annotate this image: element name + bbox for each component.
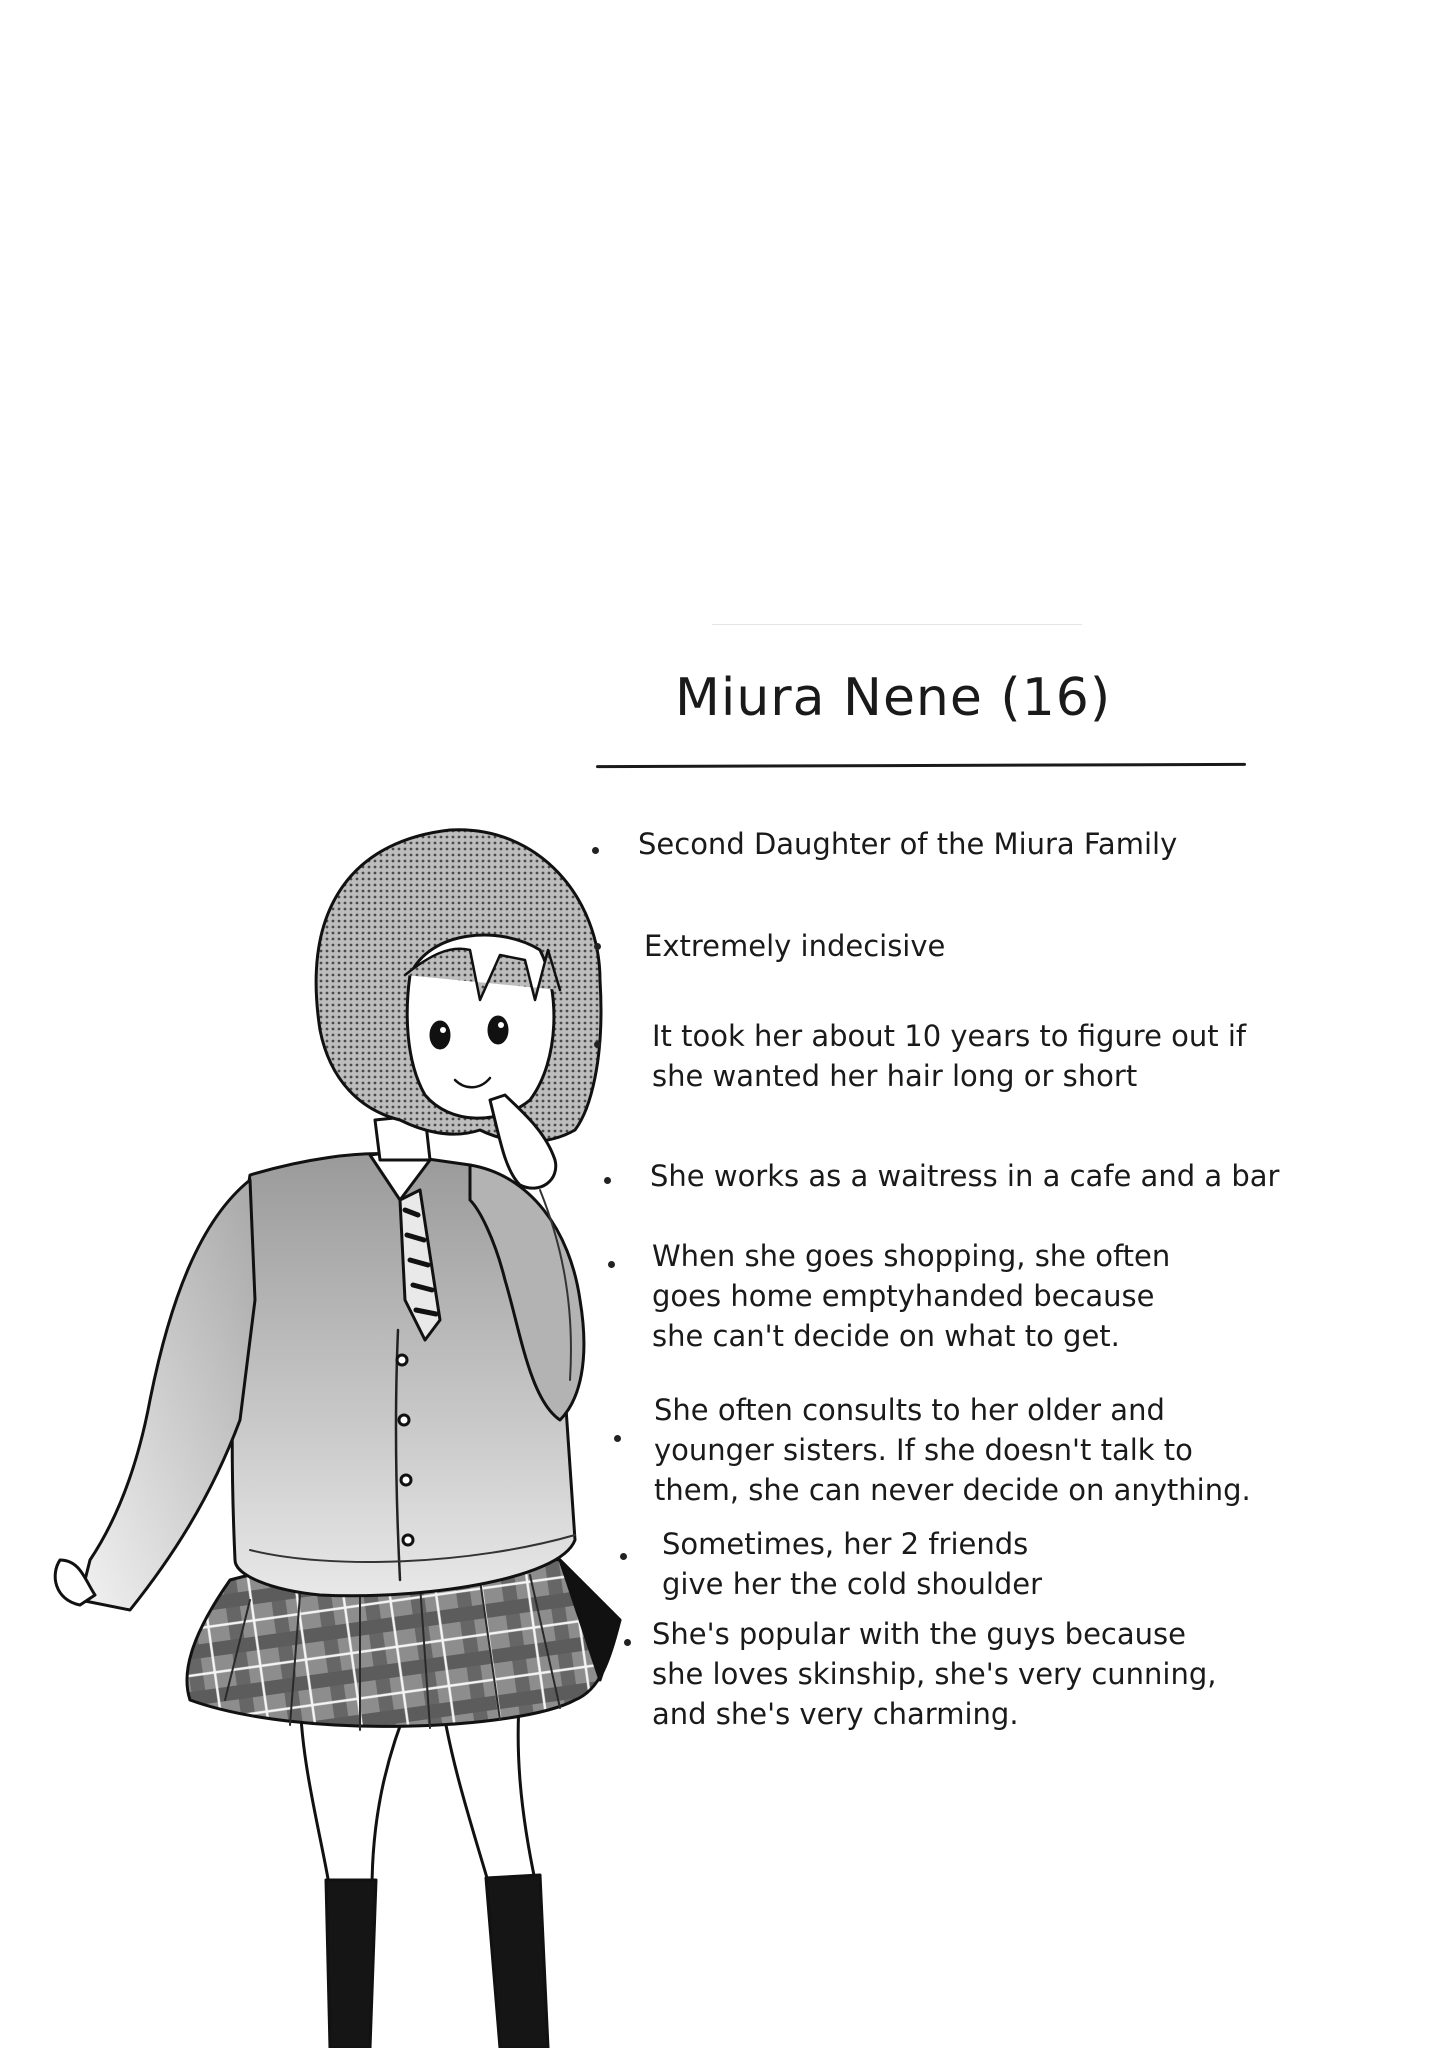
girl-figure	[55, 830, 620, 2048]
profile-note-3: It took her about 10 years to figure out if she wanted her hair long or short	[652, 1019, 1247, 1093]
bullet-dot	[614, 1435, 621, 1442]
bullet-dot	[620, 1553, 627, 1560]
profile-note-4: She works as a waitress in a cafe and a bar	[650, 1159, 1280, 1193]
profile-note-5: When she goes shopping, she often goes home emptyhanded because she can't decide on what to get.	[652, 1239, 1171, 1353]
bullet-dot	[594, 1041, 601, 1048]
bullet-dot	[624, 1639, 631, 1646]
bullet-dot	[594, 943, 601, 950]
bullet-dot	[592, 847, 599, 854]
profile-note-7: Sometimes, her 2 friends give her the cold shoulder	[662, 1527, 1043, 1601]
bullet-dot	[604, 1177, 611, 1184]
profile-note-8: She's popular with the guys because she loves skinship, she's very cunning, and she's very charming.	[652, 1617, 1217, 1731]
profile-note-1: Second Daughter of the Miura Family	[638, 827, 1178, 861]
profile-note-6: She often consults to her older and younger sisters. If she doesn't talk to them, she can never decide on anything.	[654, 1393, 1251, 1507]
bullet-dot	[608, 1261, 615, 1268]
faint-guide-line	[712, 624, 1082, 625]
profile-note-2: Extremely indecisive	[644, 929, 946, 963]
character-name-title: Miura Nene (16)	[675, 668, 1112, 728]
